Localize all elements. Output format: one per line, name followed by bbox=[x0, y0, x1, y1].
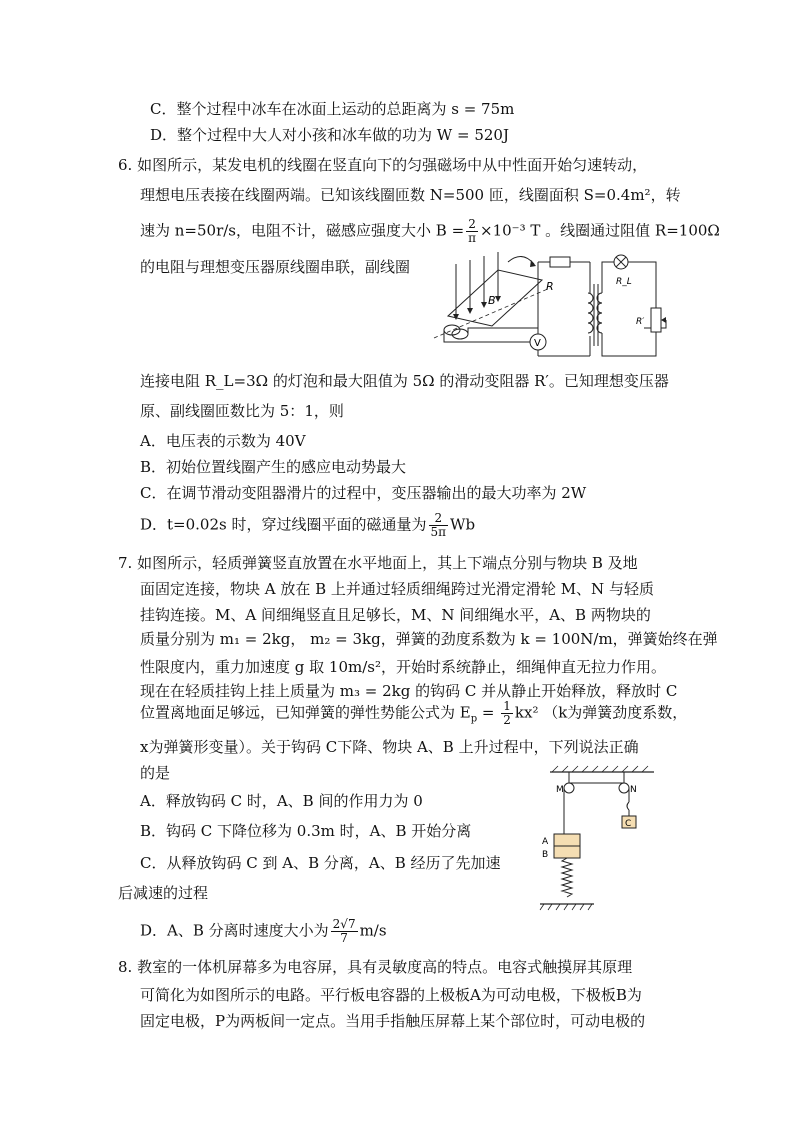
q7-option-b: B．钩码 C 下降位移为 0.3m 时，A、B 开始分离 bbox=[140, 822, 472, 840]
q6-line-6: 原、副线圈匝数比为 5：1，则 bbox=[140, 402, 344, 420]
q6-d-fraction bbox=[429, 512, 449, 539]
q7-option-c-line-1: C．从释放钩码 C 到 A、B 分离，A、B 经历了先加速 bbox=[140, 854, 501, 872]
q7-line-1: 7. 如图所示，轻质弹簧竖直放置在水平地面上，其上下端点分别与物块 B 及地 bbox=[118, 554, 638, 572]
prev-option-d: D．整个过程中大人对小孩和冰车做的功为 W = 520J bbox=[150, 126, 509, 144]
q6-option-d-unit: Wb bbox=[450, 515, 476, 534]
q7-line-7a: 位置离地面足够远，已知弹簧的弹性势能公式为 E bbox=[140, 703, 471, 722]
q6-line-3b: ×10⁻³ T 。线圈通过阻值 R=100Ω bbox=[480, 221, 720, 240]
fraction-denominator: 5π bbox=[430, 525, 447, 539]
fig-label-b: B bbox=[488, 294, 496, 307]
fig-label-c: C bbox=[625, 819, 632, 829]
q7-option-d-unit: m/s bbox=[359, 921, 387, 940]
fig-label-rprime: R′ bbox=[636, 317, 645, 327]
fig-label-n: N bbox=[630, 785, 637, 795]
q7-line-9: 的是 bbox=[140, 764, 171, 782]
fig-label-b: B bbox=[542, 850, 549, 860]
q7-line-4: 质量分别为 m₁ = 2kg， m₂ = 3kg，弹簧的劲度系数为 k = 100N/m，弹簧始终在弹 bbox=[140, 630, 718, 648]
q8-line-1: 8. 教室的一体机屏幕多为电容屏，具有灵敏度高的特点。电容式触摸屏其原理 bbox=[118, 958, 633, 976]
q7-line-3: 挂钩连接。M、A 间细绳竖直且足够长，M、N 间细绳水平，A、B 两物块的 bbox=[140, 606, 651, 624]
q6-line-1: 6. 如图所示，某发电机的线圈在竖直向下的匀强磁场中从中性面开始匀速转动， bbox=[118, 156, 648, 174]
q7-line-6: 现在在轻质挂钩上挂上质量为 m₃ = 2kg 的钩码 C 并从静止开始释放，释放时 C bbox=[140, 682, 678, 700]
q6-line-5: 连接电阻 R_L=3Ω 的灯泡和最大阻值为 5Ω 的滑动变阻器 R′。已知理想变压器 bbox=[140, 372, 669, 390]
q6-circuit-figure bbox=[430, 248, 670, 366]
q7-pulley-figure bbox=[536, 762, 660, 918]
prev-option-c: C．整个过程中冰车在冰面上运动的总距离为 s = 75m bbox=[150, 100, 515, 118]
q7-line-8: x为弹簧形变量）。关于钩码 C下降、物块 A、B 上升过程中，下列说法正确 bbox=[140, 738, 639, 756]
q7-option-a: A．释放钩码 C 时，A、B 间的作用力为 0 bbox=[140, 792, 423, 810]
q6-line-4: 的电阻与理想变压器原线圈串联，副线圈 bbox=[140, 258, 411, 276]
fig-label-v: V bbox=[534, 338, 541, 349]
q8-line-2: 可简化为如图所示的电路。平行板电容器的上极板A为可动电极，下极板B为 bbox=[140, 986, 642, 1004]
q7-option-d-text: D．A、B 分离时速度大小为 bbox=[140, 921, 329, 940]
q6-option-c: C．在调节滑动变阻器滑片的过程中，变压器输出的最大功率为 2W bbox=[140, 484, 587, 502]
fraction-numerator: 2 bbox=[466, 218, 478, 232]
fig-label-a: A bbox=[542, 837, 549, 847]
q7-option-c-line-2: 后减速的过程 bbox=[118, 884, 209, 902]
fraction-numerator: 2 bbox=[429, 512, 449, 526]
fig-label-m: M bbox=[556, 785, 564, 795]
q7-line-7b: kx² （k为弹簧劲度系数， bbox=[514, 703, 688, 722]
q6-line-3 bbox=[140, 218, 720, 245]
q6-option-b: B．初始位置线圈产生的感应电动势最大 bbox=[140, 458, 407, 476]
q7-fraction bbox=[501, 700, 513, 727]
fraction-denominator: 2 bbox=[503, 713, 511, 727]
fig-label-rl: R_L bbox=[616, 277, 632, 287]
q6-line-3a: 速为 n=50r/s，电阻不计，磁感应强度大小 B = bbox=[140, 221, 465, 240]
q7-d-fraction bbox=[331, 918, 358, 945]
fraction-denominator: 7 bbox=[340, 931, 348, 945]
fraction-numerator: 2√7 bbox=[332, 917, 356, 931]
q7-line-5: 性限度内，重力加速度 g 取 10m/s²，开始时系统静止，细绳伸直无拉力作用。 bbox=[140, 658, 666, 676]
q6-line-2: 理想电压表接在线圈两端。已知该线圈匝数 N=500 匝，线圈面积 S=0.4m²，转 bbox=[140, 186, 681, 204]
q7-option-d bbox=[140, 918, 387, 945]
q8-line-3: 固定电极，P为两板间一定点。当用手指触压屏幕上某个部位时，可动电极的 bbox=[140, 1012, 646, 1030]
q6-option-a: A．电压表的示数为 40V bbox=[140, 432, 306, 450]
q6-option-d-text: D．t=0.02s 时，穿过线圈平面的磁通量为 bbox=[140, 515, 427, 534]
q6-option-d bbox=[140, 512, 475, 539]
q7-line-7: 位置离地面足够远，已知弹簧的弹性势能公式为 $E_p$ = $\frac{1}{2}$ kx² （k为弹簧劲度系数， bbox=[140, 699, 688, 727]
fraction-denominator: π bbox=[468, 231, 477, 245]
q6-fraction bbox=[466, 218, 478, 245]
fraction-numerator: 1 bbox=[503, 699, 511, 713]
fig-label-r: R bbox=[546, 280, 554, 293]
q7-line-2: 面固定连接，物块 A 放在 B 上并通过轻质细绳跨过光滑定滑轮 M、N 与轻质 bbox=[140, 580, 654, 598]
